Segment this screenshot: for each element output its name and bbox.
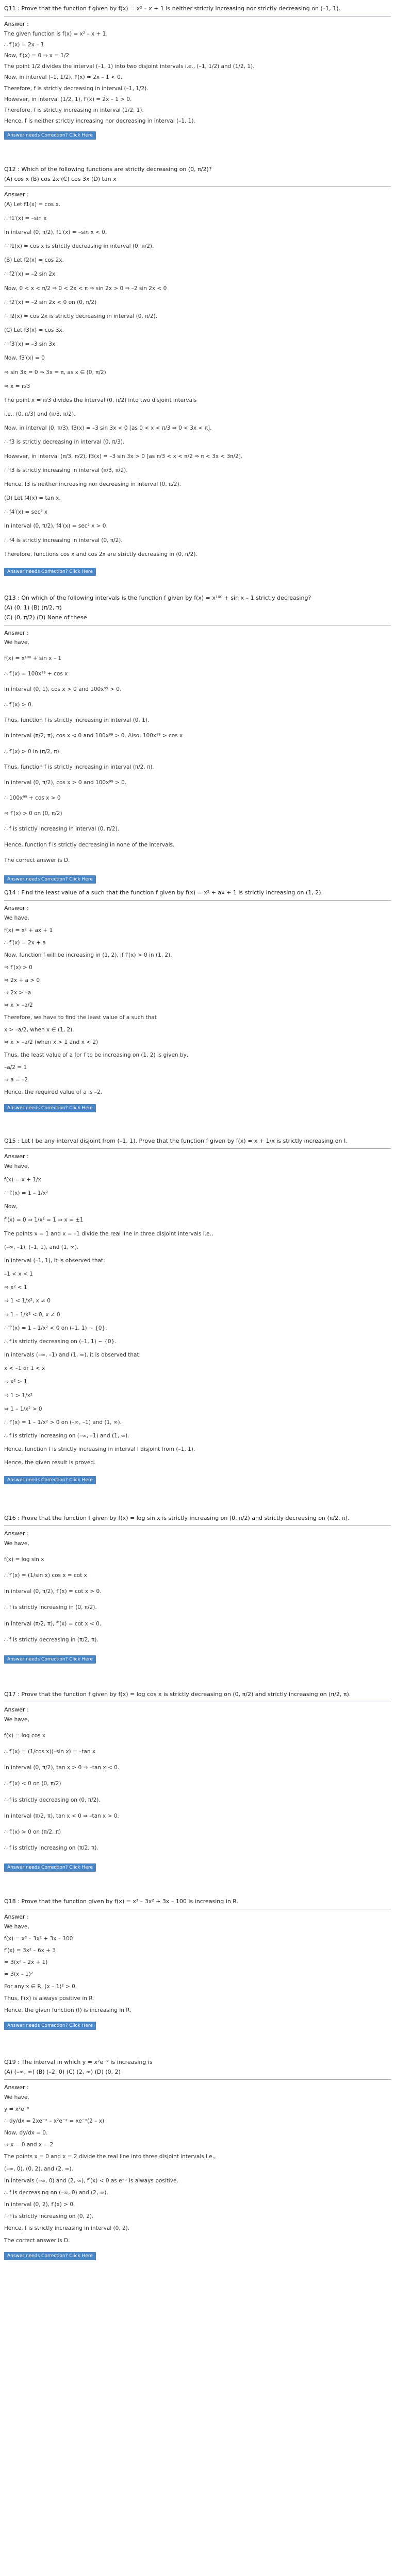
answer-body bbox=[4, 639, 391, 864]
question-title: Q16 : Prove that the function f given by f(x) = log sin x is strictly increasing on (0, π/2) and strictly decreasing on (π/2, π). bbox=[4, 1515, 350, 1521]
answer-line: Therefore, f is strictly decreasing in interval (–1, 1/2). bbox=[4, 85, 149, 92]
correction-link[interactable]: Answer needs Correction? Click Here bbox=[4, 1104, 96, 1112]
answer-label: Answer : bbox=[4, 20, 29, 27]
answer-line: ∴ f is strictly decreasing on (0, π/2). bbox=[4, 1797, 101, 1803]
answer-line: However, in interval (π/3, π/2), f3(x) = –3 sin 3x > 0 [as π/3 < x < π/2 ⇒ π < 3x < 3π/2]. bbox=[4, 453, 243, 460]
answer-line: ∴ f is strictly decreasing on (–1, 1) ~ {0}. bbox=[4, 1338, 117, 1345]
answer-line: ⇒ 1 – 1/x² < 0, x ≠ 0 bbox=[4, 1311, 60, 1318]
answer-line: (C) Let f3(x) = cos 3x. bbox=[4, 327, 64, 334]
answer-body bbox=[4, 1163, 391, 1467]
answer-line: ∴ f′(x) < 0 on (0, π/2) bbox=[4, 1781, 61, 1787]
answer-line: ⇒ 1 – 1/x² > 0 bbox=[4, 1405, 42, 1412]
answer-line: ⇒ sin 3x = 0 ⇒ 3x = π, as x ∈ (0, π/2) bbox=[4, 369, 106, 376]
answer-line: We have, bbox=[4, 1540, 29, 1547]
answer-line: ∴ 100x⁹⁹ + cos x > 0 bbox=[4, 795, 61, 802]
answer-line: Now, f′(x) = 0 ⇒ x = 1/2 bbox=[4, 53, 70, 59]
answer-line: ∴ f′(x) = 1 – 1/x² bbox=[4, 1190, 48, 1197]
answer-line: ∴ dy/dx = 2xe⁻ˣ – x²e⁻ˣ = xe⁻ˣ(2 – x) bbox=[4, 2117, 105, 2124]
answer-line: ∴ f′(x) = 1 – 1/x² < 0 on (–1, 1) ~ {0}. bbox=[4, 1325, 107, 1331]
question-title: Q13 : On which of the following intervals is the function f given by f(x) = x¹⁰⁰ + sin x – 1 strictly decreasing? bbox=[4, 595, 311, 601]
answer-line: We have, bbox=[4, 1163, 29, 1170]
answer-line: Now, bbox=[4, 1204, 18, 1210]
answer-line: We have, bbox=[4, 1716, 29, 1723]
correction-link[interactable]: Answer needs Correction? Click Here bbox=[4, 1655, 96, 1664]
answer-line: i.e., (0, π/3) and (π/3, π/2). bbox=[4, 411, 76, 418]
answer-line: The given function is f(x) = x² – x + 1. bbox=[4, 30, 108, 37]
answer-line: (–∞, 0), (0, 2), and (2, ∞). bbox=[4, 2165, 73, 2172]
question-title: Q17 : Prove that the function f given by f(x) = log cos x is strictly decreasing on (0, π/2) and strictly increasing on (π/2, π). bbox=[4, 1691, 351, 1698]
answer-line: f(x) = log cos x bbox=[4, 1732, 46, 1739]
answer-line: Hence, f is neither strictly increasing nor decreasing in interval (–1, 1). bbox=[4, 118, 195, 125]
answer-line: ∴ f3′(x) = –3 sin 3x bbox=[4, 341, 56, 348]
answer-line: ⇒ x > –a/2 (when x > 1 and x < 2) bbox=[4, 1039, 98, 1046]
divider bbox=[4, 900, 391, 901]
answer-line: We have, bbox=[4, 914, 29, 921]
answer-label: Answer : bbox=[4, 2083, 29, 2091]
answer-line: = 3(x² – 2x + 1) bbox=[4, 1959, 48, 1966]
answer-line: ∴ f2(x) = cos 2x is strictly decreasing in interval (0, π/2). bbox=[4, 313, 158, 319]
question-title: Q12 : Which of the following functions are strictly decreasing on (0, π/2)? bbox=[4, 166, 212, 173]
answer-line: ∴ f4 is strictly increasing in interval (0, π/2). bbox=[4, 537, 123, 544]
divider bbox=[4, 1148, 391, 1149]
answer-line: ∴ f′(x) = 2x + a bbox=[4, 940, 46, 946]
answer-line: ∴ f2′(x) = –2 sin 2x < 0 on (0, π/2) bbox=[4, 299, 97, 306]
answer-label: Answer : bbox=[4, 629, 29, 636]
answer-line: ⇒ x² > 1 bbox=[4, 1379, 27, 1385]
answer-line: ∴ f is strictly increasing in (0, π/2). bbox=[4, 1604, 97, 1611]
answer-line: x > –a/2, when x ∈ (1, 2). bbox=[4, 1027, 74, 1033]
answer-line: Therefore, f is strictly increasing in interval (1/2, 1). bbox=[4, 107, 144, 113]
answer-line: ⇒ x = π/3 bbox=[4, 383, 30, 389]
question-options: (A) cos x (B) cos 2x (C) cos 3x (D) tan x bbox=[4, 175, 117, 182]
answer-body bbox=[4, 1923, 391, 2014]
answer-line: Now, dy/dx = 0. bbox=[4, 2130, 48, 2137]
answer-label: Answer : bbox=[4, 191, 29, 198]
question-options: (A) (–∞, ∞) (B) (–2, 0) (C) (2, ∞) (D) (0, 2) bbox=[4, 2068, 121, 2075]
answer-label: Answer : bbox=[4, 1913, 29, 1920]
question-options: (A) (0, 1) (B) (π/2, π) bbox=[4, 604, 62, 611]
answer-line: Therefore, we have to find the least value of a such that bbox=[4, 1014, 157, 1021]
answer-line: ∴ f2′(x) = –2 sin 2x bbox=[4, 271, 56, 278]
question-q12 bbox=[4, 166, 391, 595]
answer-label: Answer : bbox=[4, 904, 29, 911]
answer-label: Answer : bbox=[4, 1153, 29, 1160]
question-title: Q14 : Find the least value of a such that the function f given by f(x) = x² + ax + 1 is strictly increasing on (1, 2). bbox=[4, 889, 323, 896]
answer-line: ∴ f3 is strictly decreasing in interval (0, π/3). bbox=[4, 439, 125, 446]
answer-line: (D) Let f4(x) = tan x. bbox=[4, 495, 61, 502]
answer-line: ∴ f is strictly increasing on (0, 2). bbox=[4, 2213, 94, 2220]
question-q18 bbox=[4, 1898, 391, 2059]
answer-line: ∴ f is strictly decreasing in (π/2, π). bbox=[4, 1636, 98, 1643]
answer-line: Hence, function f is strictly increasing in interval I disjoint from (–1, 1). bbox=[4, 1446, 195, 1453]
answer-line: We have, bbox=[4, 1923, 29, 1930]
answer-line: ∴ f is strictly increasing on (π/2, π). bbox=[4, 1845, 98, 1852]
correction-link[interactable]: Answer needs Correction? Click Here bbox=[4, 2022, 96, 2030]
answer-line: f(x) = x¹⁰⁰ + sin x – 1 bbox=[4, 655, 62, 662]
answer-line: Now, f3′(x) = 0 bbox=[4, 355, 45, 362]
answer-line: y = x²e⁻ˣ bbox=[4, 2106, 29, 2112]
correction-link[interactable]: Answer needs Correction? Click Here bbox=[4, 131, 96, 140]
answer-line: –1 < x < 1 bbox=[4, 1271, 33, 1278]
answer-line: (–∞, –1), (–1, 1), and (1, ∞). bbox=[4, 1244, 79, 1250]
answer-line: ⇒ f′(x) > 0 bbox=[4, 964, 32, 971]
answer-line: ∴ f1(x) = cos x is strictly decreasing in interval (0, π/2). bbox=[4, 243, 154, 250]
correction-link[interactable]: Answer needs Correction? Click Here bbox=[4, 1863, 96, 1872]
correction-link[interactable]: Answer needs Correction? Click Here bbox=[4, 875, 96, 884]
answer-line: Now, function f will be increasing in (1, 2), if f′(x) > 0 in (1, 2). bbox=[4, 952, 172, 959]
answer-line: ∴ f is strictly increasing in interval (0, π/2). bbox=[4, 826, 120, 833]
answer-label: Answer : bbox=[4, 1530, 29, 1537]
answer-line: For any x ∈ R, (x – 1)² > 0. bbox=[4, 1983, 77, 1990]
answer-body bbox=[4, 2094, 391, 2244]
answer-body bbox=[4, 1716, 391, 1852]
answer-line: f(x) = x + 1/x bbox=[4, 1176, 41, 1183]
answer-line: In interval (0, π/2), f1′(x) = –sin x < 0. bbox=[4, 229, 107, 235]
answer-body bbox=[4, 201, 391, 558]
answer-line: In intervals (–∞, –1) and (1, ∞), it is observed that: bbox=[4, 1352, 141, 1359]
answer-line: The point x = π/3 divides the interval (0, π/2) into two disjoint intervals bbox=[4, 397, 197, 403]
answer-line: ∴ f′(x) = 1 – 1/x² > 0 on (–∞, –1) and (1, ∞). bbox=[4, 1419, 122, 1426]
answer-line: ∴ f is strictly increasing on (–∞, –1) and (1, ∞). bbox=[4, 1433, 129, 1439]
answer-line: In interval (π/2, π), tan x < 0 ⇒ –tan x > 0. bbox=[4, 1812, 119, 1819]
question-q13 bbox=[4, 595, 391, 889]
correction-link[interactable]: Answer needs Correction? Click Here bbox=[4, 568, 96, 576]
answer-line: Hence, f3 is neither increasing nor decreasing in interval (0, π/2). bbox=[4, 481, 182, 487]
answer-line: f(x) = x² + ax + 1 bbox=[4, 927, 53, 934]
question-q16 bbox=[4, 1515, 391, 1691]
answer-line: ∴ f′(x) = (1/cos x)(–sin x) = –tan x bbox=[4, 1749, 96, 1755]
answer-line: ∴ f4′(x) = sec² x bbox=[4, 509, 48, 516]
answer-line: However, in interval (1/2, 1), f′(x) = 2x – 1 > 0. bbox=[4, 96, 132, 103]
answer-line: Hence, function f is strictly decreasing in none of the intervals. bbox=[4, 841, 175, 848]
answer-line: (B) Let f2(x) = cos 2x. bbox=[4, 257, 64, 264]
answer-line: We have, bbox=[4, 639, 29, 646]
answer-line: In interval (0, π/2), cos x > 0 and 100x⁹⁹ > 0. bbox=[4, 779, 127, 786]
answer-line: f(x) = x³ – 3x² + 3x – 100 bbox=[4, 1935, 73, 1942]
answer-line: f′(x) = 0 ⇒ 1/x² = 1 ⇒ x = ±1 bbox=[4, 1217, 84, 1224]
answer-line: ⇒ 1 < 1/x², x ≠ 0 bbox=[4, 1298, 51, 1304]
answer-line: f(x) = log sin x bbox=[4, 1556, 44, 1563]
answer-line: ∴ f is decreasing on (–∞, 0) and (2, ∞). bbox=[4, 2189, 108, 2196]
answer-line: The point 1/2 divides the interval (–1, 1) into two disjoint intervals i.e., (–1, 1/2) and (1/2, 1). bbox=[4, 63, 255, 70]
answer-line: The correct answer is D. bbox=[4, 2237, 70, 2244]
answer-body bbox=[4, 914, 391, 1096]
answer-line: ∴ f3 is strictly increasing in interval (π/3, π/2). bbox=[4, 467, 128, 473]
question-options: (C) (0, π/2) (D) None of these bbox=[4, 614, 87, 621]
answer-line: ∴ f1′(x) = –sin x bbox=[4, 215, 47, 222]
question-q14 bbox=[4, 889, 391, 1138]
answer-line: In interval (0, 2), f′(x) > 0. bbox=[4, 2201, 75, 2208]
answer-line: Hence, f is strictly increasing in interval (0, 2). bbox=[4, 2225, 130, 2232]
answer-line: ∴ f′(x) > 0 on (π/2, π) bbox=[4, 1828, 61, 1835]
answer-line: Now, in interval (–1, 1/2), f′(x) = 2x – 1 < 0. bbox=[4, 74, 123, 81]
answer-line: Thus, the least value of a for f to be increasing on (1, 2) is given by, bbox=[4, 1052, 189, 1058]
answer-line: ∴ f′(x) = 2x – 1 bbox=[4, 41, 44, 48]
answer-line: In intervals (–∞, 0) and (2, ∞), f′(x) < 0 as e⁻ˣ is always positive. bbox=[4, 2177, 178, 2184]
answer-line: ⇒ f′(x) > 0 on (0, π/2) bbox=[4, 810, 62, 817]
answer-body bbox=[4, 1540, 391, 1643]
question-q15 bbox=[4, 1138, 391, 1515]
answer-line: Thus, f′(x) is always positive in R. bbox=[4, 1995, 94, 2002]
answer-line: Thus, function f is strictly increasing in interval (π/2, π). bbox=[4, 764, 154, 770]
answer-line: ⇒ 1 > 1/x² bbox=[4, 1392, 32, 1399]
correction-link[interactable]: Answer needs Correction? Click Here bbox=[4, 1476, 96, 1484]
answer-line: ∴ f′(x) > 0 in (π/2, π). bbox=[4, 748, 61, 755]
answer-line: Thus, function f is strictly increasing in interval (0, 1). bbox=[4, 717, 150, 724]
answer-line: In interval (0, π/2), f4′(x) = sec² x > 0. bbox=[4, 523, 108, 530]
answer-body bbox=[4, 30, 391, 125]
answer-line: ⇒ 2x + a > 0 bbox=[4, 977, 40, 984]
answer-line: We have, bbox=[4, 2094, 29, 2100]
answer-line: In interval (–1, 1), it is observed that: bbox=[4, 1257, 105, 1264]
answer-line: (A) Let f1(x) = cos x. bbox=[4, 201, 61, 208]
answer-line: Therefore, functions cos x and cos 2x are strictly decreasing in (0, π/2). bbox=[4, 551, 198, 557]
answer-line: Now, 0 < x < π/2 ⇒ 0 < 2x < π ⇒ sin 2x > 0 ⇒ –2 sin 2x < 0 bbox=[4, 285, 167, 292]
answer-line: ⇒ x = 0 and x = 2 bbox=[4, 2142, 54, 2148]
answer-line: In interval (π/2, π), cos x < 0 and 100x⁹⁹ > 0. Also, 100x⁹⁹ > cos x bbox=[4, 733, 183, 739]
answer-line: ∴ f′(x) = 100x⁹⁹ + cos x bbox=[4, 670, 68, 677]
answer-line: In interval (π/2, π), f′(x) = cot x < 0. bbox=[4, 1620, 102, 1627]
question-q19 bbox=[4, 2059, 391, 2281]
answer-line: In interval (0, 1), cos x > 0 and 100x⁹⁹ > 0. bbox=[4, 686, 122, 692]
answer-label: Answer : bbox=[4, 1706, 29, 1713]
answer-line: –a/2 = 1 bbox=[4, 1064, 27, 1071]
answer-line: In interval (0, π/2), tan x > 0 ⇒ –tan x < 0. bbox=[4, 1765, 120, 1771]
divider bbox=[4, 2079, 391, 2080]
answer-line: Hence, the required value of a is –2. bbox=[4, 1089, 103, 1096]
answer-line: Hence, the given result is proved. bbox=[4, 1460, 96, 1466]
answer-line: ∴ f′(x) = (1/sin x) cos x = cot x bbox=[4, 1572, 87, 1579]
correction-link[interactable]: Answer needs Correction? Click Here bbox=[4, 2252, 96, 2260]
answer-line: ⇒ a = –2 bbox=[4, 1076, 28, 1083]
answer-line: ⇒ 2x > –a bbox=[4, 989, 31, 996]
question-q11 bbox=[4, 5, 391, 166]
answer-line: Hence, the given function (f) is increasing in R. bbox=[4, 2007, 131, 2013]
answer-line: ∴ f′(x) > 0. bbox=[4, 702, 33, 708]
answer-line: f′(x) = 3x² – 6x + 3 bbox=[4, 1947, 56, 1954]
answer-line: The correct answer is D. bbox=[4, 857, 70, 863]
answer-line: The points x = 1 and x = –1 divide the real line in three disjoint intervals i.e., bbox=[4, 1230, 213, 1237]
answer-line: = 3(x – 1)² bbox=[4, 1971, 34, 1978]
answer-line: The points x = 0 and x = 2 divide the real line into three disjoint intervals i.e., bbox=[4, 2154, 216, 2160]
question-q17 bbox=[4, 1691, 391, 1898]
question-title: Q11 : Prove that the function f given by f(x) = x² – x + 1 is neither strictly increasing nor strictly decreasing on (–1, 1). bbox=[4, 5, 340, 12]
answer-line: ⇒ x² < 1 bbox=[4, 1284, 27, 1291]
answer-line: ⇒ x > –a/2 bbox=[4, 1002, 33, 1008]
answer-line: x < –1 or 1 < x bbox=[4, 1365, 45, 1372]
answer-line: In interval (0, π/2), f′(x) = cot x > 0. bbox=[4, 1588, 102, 1595]
question-title: Q19 : The interval in which y = x²e⁻ˣ is increasing is bbox=[4, 2059, 153, 2065]
question-title: Q15 : Let I be any interval disjoint from (–1, 1). Prove that the function f given by f(x) = x + 1/x is strictly increasing on I. bbox=[4, 1138, 348, 1144]
question-title: Q18 : Prove that the function given by f(x) = x³ – 3x² + 3x – 100 is increasing in R. bbox=[4, 1898, 239, 1905]
answer-line: Now, in interval (0, π/3), f3(x) = –3 sin 3x < 0 [as 0 < x < π/3 ⇒ 0 < 3x < π]. bbox=[4, 425, 212, 432]
